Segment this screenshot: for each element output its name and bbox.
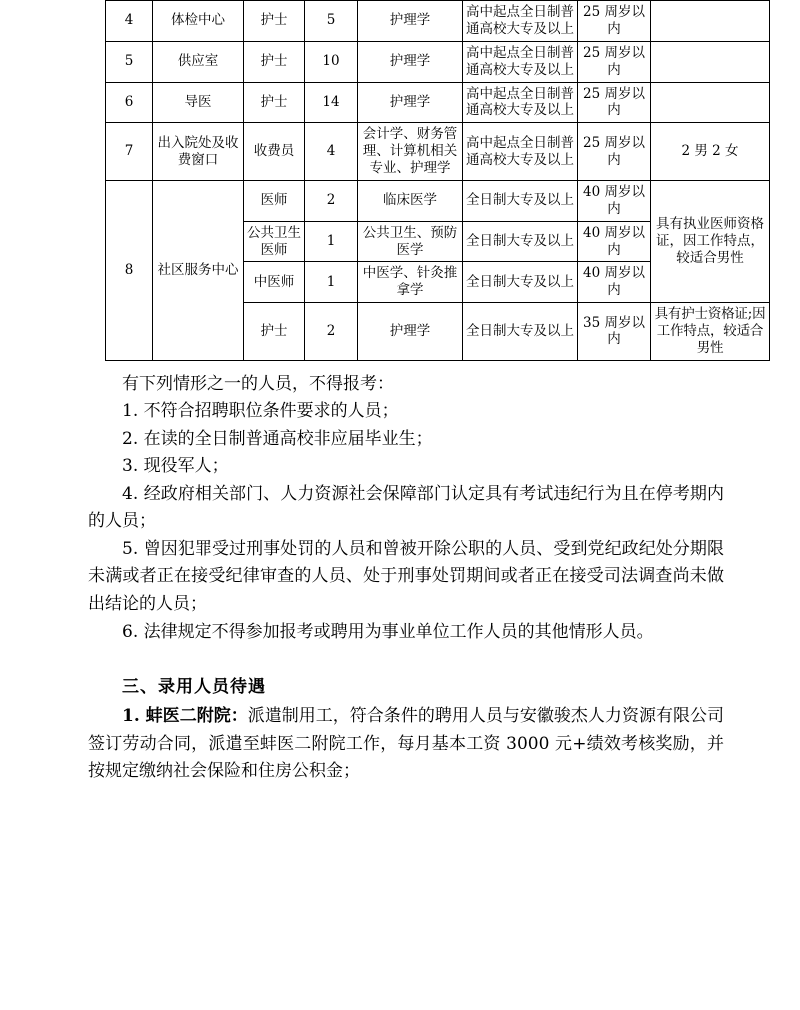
cell-edu: 全日制大专及以上 xyxy=(463,221,578,262)
cell-dept: 出入院处及收费窗口 xyxy=(153,123,244,181)
cell-post: 收费员 xyxy=(244,123,305,181)
treatment-clause-1-label: 1. 蚌医二附院： xyxy=(122,706,248,727)
cell-age: 25 周岁以内 xyxy=(578,41,651,82)
cell-age: 40 周岁以内 xyxy=(578,262,651,303)
table-row xyxy=(106,82,770,123)
restriction-lead: 有下列情形之一的人员，不得报考： xyxy=(122,373,394,394)
cell-note: 具有执业医师资格证，因工作特点，较适合男性 xyxy=(651,180,770,302)
cell-edu: 高中起点全日制普通高校大专及以上 xyxy=(463,41,578,82)
cell-edu: 高中起点全日制普通高校大专及以上 xyxy=(463,1,578,42)
cell-note: 具有护士资格证;因工作特点，较适合男性 xyxy=(651,303,770,361)
cell-no: 5 xyxy=(106,41,153,82)
cell-post: 医师 xyxy=(244,180,305,221)
cell-dept: 供应室 xyxy=(153,41,244,82)
cell-edu: 高中起点全日制普通高校大专及以上 xyxy=(463,82,578,123)
cell-major: 临床医学 xyxy=(358,180,463,221)
cell-age: 40 周岁以内 xyxy=(578,221,651,262)
cell-dept: 导医 xyxy=(153,82,244,123)
cell-edu: 全日制大专及以上 xyxy=(463,180,578,221)
recruitment-table xyxy=(105,0,770,361)
cell-num: 1 xyxy=(305,221,358,262)
cell-age: 25 周岁以内 xyxy=(578,123,651,181)
treatment-clause-1 xyxy=(88,703,724,786)
cell-edu: 全日制大专及以上 xyxy=(463,262,578,303)
restriction-item-4: 4. 经政府相关部门、人力资源社会保障部门认定具有考试违纪行为且在停考期内的人员； xyxy=(88,483,724,532)
cell-no: 8 xyxy=(106,180,153,360)
cell-num: 4 xyxy=(305,123,358,181)
cell-note xyxy=(651,1,770,42)
cell-num: 2 xyxy=(305,180,358,221)
cell-num: 2 xyxy=(305,303,358,361)
cell-major: 中医学、针灸推拿学 xyxy=(358,262,463,303)
cell-note: 2 男 2 女 xyxy=(651,123,770,181)
treatment-clause-1-text: 派遣制用工，符合条件的聘用人员与安徽骏杰人力资源有限公司签订劳动合同，派遣至蚌医二附院工作，每月基本工资 3000 元+绩效考核奖励，并按规定缴纳社会保险和住房公积金； xyxy=(88,706,724,782)
cell-no: 4 xyxy=(106,1,153,42)
cell-post: 护士 xyxy=(244,303,305,361)
cell-note xyxy=(651,41,770,82)
restriction-item-3: 3. 现役军人； xyxy=(122,456,229,477)
restriction-item-5: 5. 曾因犯罪受过刑事处罚的人员和曾被开除公职的人员、受到党纪政纪处分期限未满或者正在接受纪律审查的人员、处于刑事处罚期间或者正在接受司法调查尚未做出结论的人员； xyxy=(88,538,724,614)
cell-num: 1 xyxy=(305,262,358,303)
table-row xyxy=(106,1,770,42)
body-text xyxy=(88,371,724,786)
cell-num: 14 xyxy=(305,82,358,123)
table-row xyxy=(106,41,770,82)
cell-major: 护理学 xyxy=(358,1,463,42)
cell-dept: 体检中心 xyxy=(153,1,244,42)
section-title-treatment: 三、录用人员待遇 xyxy=(122,677,266,698)
restriction-item-2: 2. 在读的全日制普通高校非应届毕业生； xyxy=(122,428,433,449)
cell-age: 35 周岁以内 xyxy=(578,303,651,361)
cell-post: 中医师 xyxy=(244,262,305,303)
table-row xyxy=(106,123,770,181)
table-row xyxy=(106,180,770,221)
cell-num: 10 xyxy=(305,41,358,82)
cell-major: 护理学 xyxy=(358,303,463,361)
cell-dept: 社区服务中心 xyxy=(153,180,244,360)
cell-num: 5 xyxy=(305,1,358,42)
restriction-item-6: 6. 法律规定不得参加报考或聘用为事业单位工作人员的其他情形人员。 xyxy=(122,621,654,642)
cell-age: 25 周岁以内 xyxy=(578,82,651,123)
cell-edu: 全日制大专及以上 xyxy=(463,303,578,361)
cell-post: 护士 xyxy=(244,82,305,123)
cell-edu: 高中起点全日制普通高校大专及以上 xyxy=(463,123,578,181)
cell-age: 25 周岁以内 xyxy=(578,1,651,42)
cell-post: 护士 xyxy=(244,1,305,42)
cell-major: 护理学 xyxy=(358,41,463,82)
cell-major: 护理学 xyxy=(358,82,463,123)
cell-age: 40 周岁以内 xyxy=(578,180,651,221)
cell-no: 6 xyxy=(106,82,153,123)
cell-post: 护士 xyxy=(244,41,305,82)
cell-major: 公共卫生、预防医学 xyxy=(358,221,463,262)
cell-post: 公共卫生医师 xyxy=(244,221,305,262)
cell-no: 7 xyxy=(106,123,153,181)
cell-note xyxy=(651,82,770,123)
cell-major: 会计学、财务管理、计算机相关专业、护理学 xyxy=(358,123,463,181)
restriction-item-1: 1. 不符合招聘职位条件要求的人员； xyxy=(122,401,399,422)
